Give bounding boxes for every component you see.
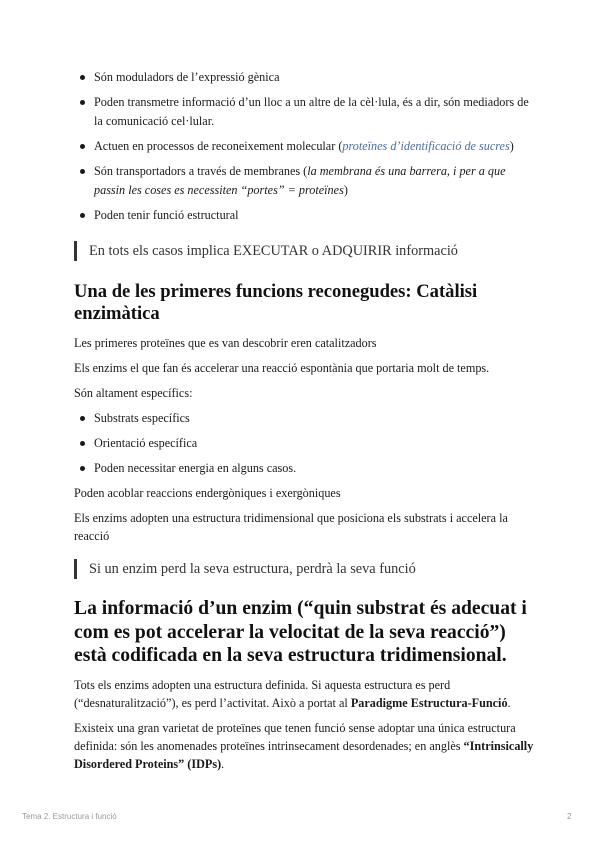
list-item [74, 137, 534, 156]
list-item-text: Poden tenir funció estructural [94, 208, 239, 222]
paragraph-text: Existeix una gran varietat de proteïnes que tenen funció sense adoptar una única estructura definida: són les anomenades proteïnes intrinsecament desordenades; en anglès [74, 720, 516, 753]
section-heading: Una de les primeres funcions reconegudes: Catàlisi enzimàtica [74, 281, 478, 324]
list-item [74, 162, 534, 200]
list-item-text: Substrats específics [94, 411, 190, 425]
paragraph: Els enzims adopten una estructura tridimensional que posiciona els substrats i accelera la reacció [74, 511, 508, 543]
page-number: 2 [567, 812, 572, 821]
footer-title: Tema 2. Estructura i funció [22, 812, 117, 821]
quote-text: En tots els casos implica EXECUTAR o ADQUIRIR informació [89, 243, 458, 259]
list-item-text: Poden transmetre informació d’un lloc a un altre de la cèl·lula, és a dir, són mediadors de la comunicació cel·lular. [94, 95, 529, 128]
paragraph: Els enzims el que fan és accelerar una reacció espontània que portaria molt de temps. [74, 361, 490, 375]
sugar-identification-link[interactable]: proteïnes d’identificació de sucres [342, 139, 510, 153]
list-item [74, 206, 534, 225]
list-item-text: ) [509, 139, 514, 153]
list-item-text: Actuen en processos de reconeixement molecular ( [94, 139, 343, 153]
list-item-text: Poden necessitar energia en alguns casos. [94, 461, 297, 475]
function-list [74, 68, 534, 225]
paragraph: Són altament específics: [74, 386, 193, 400]
list-item-text: Orientació específica [94, 436, 198, 450]
paragraph: Les primeres proteïnes que es van descobrir eren catalitzadors [74, 336, 377, 350]
list-item [74, 409, 534, 428]
blockquote [74, 559, 534, 579]
specificity-list [74, 409, 534, 478]
paragraph [74, 719, 534, 773]
idp-term: “Intrinsically Disordered Proteins” (IDPs) [74, 738, 534, 771]
list-item [74, 434, 534, 453]
paradigm-term: Paradigme Estructura-Funció [350, 695, 508, 710]
blockquote [74, 241, 534, 261]
list-item [74, 68, 534, 87]
list-item-text: Són transportadors a través de membranes ( [94, 164, 308, 178]
list-item [74, 459, 534, 478]
paragraph-text: Tots els enzims adopten una estructura definida. Si aquesta estructura es perd (“desnaturalització”), es perd l’activitat. Això a portat al [74, 677, 451, 710]
paragraph-text: . [221, 756, 225, 771]
list-item [74, 93, 534, 131]
paragraph-text: . [507, 695, 511, 710]
paragraph: Poden acoblar reaccions endergòniques i exergòniques [74, 486, 341, 500]
list-item-italic: la membrana és una barrera, i per a que passin les coses es necessiten “portes” = proteïnes [94, 164, 506, 197]
document-page [74, 60, 534, 773]
list-item-text: Són moduladors de l’expressió gènica [94, 70, 280, 84]
main-heading: La informació d’un enzim (“quin substrat és adecuat i com es pot accelerar la velocitat de la seva reacció”) està codificada en la seva estructura tridimensional. [74, 598, 527, 666]
quote-text: Si un enzim perd la seva estructura, perdrà la seva funció [89, 561, 416, 577]
list-item-text: ) [343, 183, 348, 197]
paragraph [74, 676, 534, 712]
